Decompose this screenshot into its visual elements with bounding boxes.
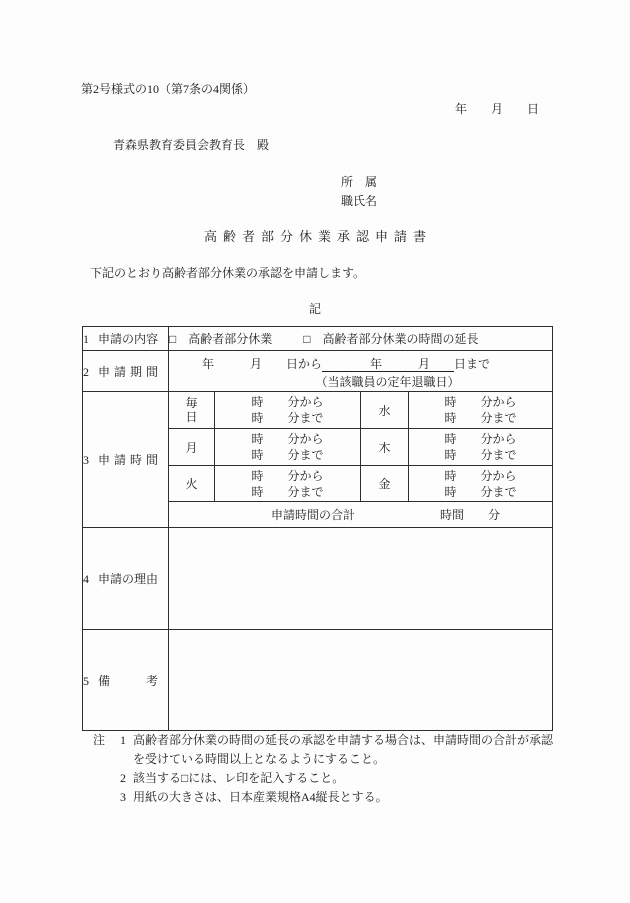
day-cell-everyday	[169, 392, 215, 429]
note-item-3	[93, 788, 557, 807]
notes-section	[93, 731, 557, 807]
addressee: 青森県教育委員会教育長 殿	[113, 138, 270, 152]
row1-label-cell	[83, 327, 169, 351]
row2-content-cell	[169, 351, 553, 392]
day-cell-tuesday	[169, 466, 215, 502]
notes-heading: 注	[93, 733, 106, 747]
section-marker: 記	[308, 302, 321, 316]
day-label-everyday: 毎日	[185, 396, 198, 424]
period-underlined-blank: 年 月	[322, 356, 455, 371]
time-cell-tuesday	[215, 466, 361, 502]
time-from-label: 時 分から	[251, 468, 324, 483]
row5-label: 備 考	[98, 673, 159, 688]
row5-label-cell	[83, 630, 169, 731]
row-application-content	[83, 327, 553, 351]
time-from-label: 時 分から	[251, 432, 324, 446]
row1-content-cell	[169, 327, 553, 351]
row5-number: 5	[83, 673, 89, 688]
row-remarks	[83, 630, 553, 731]
note-item-1	[93, 731, 557, 769]
time-to-label: 時 分まで	[251, 448, 324, 462]
period-retirement-note: （当該職員の定年退職日）	[315, 374, 460, 389]
date-line: 年 月 日	[455, 102, 540, 116]
option-time-extension: 高齢者部分休業の時間の延長	[322, 332, 479, 346]
time-to-label: 時 分まで	[444, 448, 517, 462]
time-cell-friday	[409, 466, 553, 502]
time-to-label: 時 分まで	[444, 484, 517, 499]
checkbox-time-extension: □	[303, 332, 311, 346]
note-indent-spacer	[93, 788, 120, 807]
row4-number: 4	[83, 572, 89, 586]
signer-block	[341, 173, 377, 211]
period-line	[169, 355, 552, 374]
day-label-wednesday: 水	[378, 403, 391, 418]
reason-content-cell	[169, 528, 553, 630]
form-number: 第2号様式の10（第7条の4関係）	[81, 82, 256, 96]
total-time-label: 申請時間の合計	[271, 508, 356, 522]
day-cell-monday	[169, 429, 215, 466]
application-table	[82, 326, 553, 731]
period-to-text: 日まで	[454, 356, 491, 371]
note-indent-spacer	[93, 769, 120, 788]
day-label-tuesday: 火	[185, 477, 198, 492]
note-item-2	[93, 769, 557, 788]
time-from-label: 時 分から	[251, 395, 324, 409]
row4-label: 申請の理由	[98, 572, 159, 586]
note1-text: 高齢者部分休業の時間の延長の承認を申請する場合は、申請時間の合計が承認を受けている時間以上となるようにすること。	[133, 733, 554, 766]
affiliation-label: 所 属	[341, 175, 378, 189]
schedule-row-everyday-wed	[83, 392, 553, 429]
row2-number: 2	[83, 364, 89, 379]
time-from-label: 時 分から	[444, 468, 517, 483]
time-cell-thursday	[409, 429, 553, 466]
row-application-period	[83, 351, 553, 392]
note3-number: 3	[120, 790, 126, 804]
time-from-label: 時 分から	[444, 432, 517, 446]
note2-text: 該当する□には、レ印を記入すること。	[133, 771, 345, 785]
row1-label: 申請の内容	[98, 332, 159, 346]
day-label-thursday: 木	[378, 440, 391, 455]
time-to-label: 時 分まで	[251, 484, 324, 499]
time-from-label: 時 分から	[444, 395, 517, 409]
day-label-friday: 金	[378, 477, 391, 492]
note1-number: 1	[120, 733, 126, 747]
remarks-content-cell	[169, 630, 553, 731]
time-cell-monday	[215, 429, 361, 466]
name-label: 職氏名	[341, 194, 378, 208]
intro-text: 下記のとおり高齢者部分休業の承認を申請します。	[90, 266, 366, 280]
row4-label-cell	[83, 528, 169, 630]
note3-text: 用紙の大きさは、日本産業規格A4縦長とする。	[133, 790, 388, 804]
row2-label-cell	[83, 351, 169, 392]
option-partial-leave: 高齢者部分休業	[188, 332, 273, 346]
day-cell-thursday	[361, 429, 409, 466]
row1-number: 1	[83, 332, 89, 346]
day-cell-friday	[361, 466, 409, 502]
document-title: 高齢者部分休業承認申請書	[203, 229, 432, 244]
row-application-reason	[83, 528, 553, 630]
day-label-monday: 月	[185, 440, 198, 455]
day-cell-wednesday	[361, 392, 409, 429]
row3-number: 3	[83, 453, 89, 467]
row3-label: 申請時間	[98, 453, 163, 467]
total-time-cell	[169, 502, 553, 528]
row3-label-cell	[83, 392, 169, 528]
time-to-label: 時 分まで	[251, 411, 324, 425]
period-from-text: 年 月 日から	[202, 356, 323, 371]
time-cell-wednesday	[409, 392, 553, 429]
checkbox-partial-leave: □	[169, 332, 177, 346]
time-to-label: 時 分まで	[444, 411, 517, 425]
total-time-value: 時間 分	[440, 508, 501, 522]
note2-number: 2	[120, 771, 126, 785]
row2-label: 申請期間	[98, 364, 163, 379]
time-cell-everyday	[215, 392, 361, 429]
